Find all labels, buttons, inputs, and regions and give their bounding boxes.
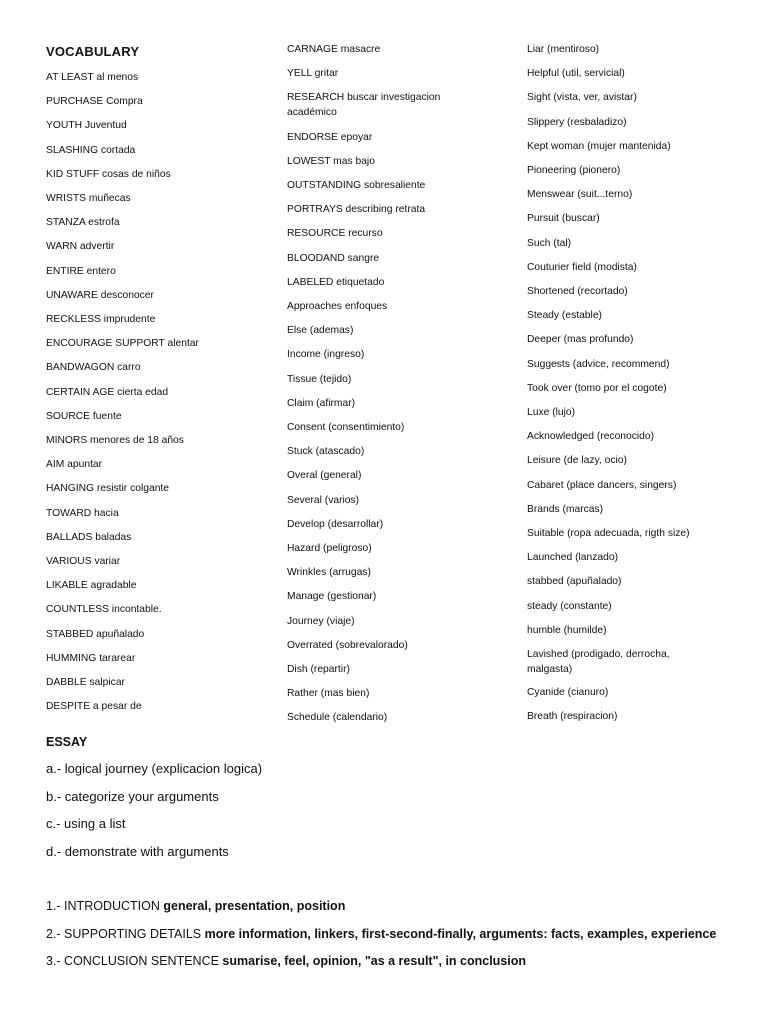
vocab-entry: Acknowledged (reconocido) <box>527 431 655 443</box>
vocab-entry: BANDWAGON carro <box>46 362 141 374</box>
vocab-entry: steady (constante) <box>527 600 612 612</box>
essay-item: b.- categorize your arguments <box>46 789 219 804</box>
vocab-entry: COUNTLESS incontable. <box>46 604 162 616</box>
vocab-entry: Claim (afirmar) <box>287 397 356 409</box>
vocab-entry: Dish (repartir) <box>287 664 350 675</box>
vocab-entry: ENDORSE epoyar <box>287 131 373 143</box>
vocab-entry: Leisure (de lazy, ocio) <box>527 455 627 467</box>
vocab-entry: MINORS menores de 18 años <box>46 435 184 446</box>
vocab-entry: RECKLESS imprudente <box>46 314 156 325</box>
structure-detail: sumarise, feel, opinion, "as a result", in conclusion <box>222 954 527 968</box>
vocab-entry: Couturier field (modista) <box>527 261 637 273</box>
vocab-entry: Else (ademas) <box>287 325 354 337</box>
vocab-entry: ENTIRE entero <box>46 265 116 277</box>
vocab-entry: LABELED etiquetado <box>287 276 385 288</box>
vocab-entry: Wrinkles (arrugas) <box>287 567 371 579</box>
structure-line <box>46 953 526 969</box>
vocab-entry: TOWARD hacia <box>46 507 119 519</box>
vocab-entry: WARN advertir <box>46 241 115 253</box>
essay-item: d.- demonstrate with arguments <box>46 844 229 859</box>
vocab-entry: DESPITE a pesar de <box>46 701 142 713</box>
vocab-entry: SOURCE fuente <box>46 410 122 422</box>
vocab-entry: Consent (consentimiento) <box>287 422 405 433</box>
vocab-entry: YELL gritar <box>287 68 339 80</box>
vocab-entry: Steady (estable) <box>527 310 602 322</box>
vocab-entry: Kept woman (mujer mantenida) <box>527 140 671 152</box>
vocab-entry: DABBLE salpicar <box>46 677 125 688</box>
vocab-entry: Rather (mas bien) <box>287 688 370 700</box>
vocab-entry: Took over (tomo por el cogote) <box>527 382 667 394</box>
structure-line <box>46 926 716 942</box>
vocab-entry: Journey (viaje) <box>287 615 355 627</box>
vocab-entry: LIKABLE agradable <box>46 580 137 592</box>
structure-label: 3.- CONCLUSION SENTENCE <box>46 954 223 968</box>
vocab-entry: Helpful (util, servicial) <box>527 68 625 80</box>
vocab-entry: Cyanide (cianuro) <box>527 687 609 699</box>
vocab-entry: Pioneering (pionero) <box>527 165 621 176</box>
vocab-entry: PURCHASE Compra <box>46 96 143 108</box>
vocab-entry: HANGING resistir colgante <box>46 483 170 495</box>
vocab-entry: Hazard (peligroso) <box>287 543 372 554</box>
vocab-entry: RESOURCE recurso <box>287 228 383 240</box>
vocab-entry: STANZA estrofa <box>46 217 120 229</box>
vocab-entry: Liar (mentiroso) <box>527 44 600 55</box>
essay-title: ESSAY <box>46 735 88 749</box>
vocab-entry: Tissue (tejido) <box>287 373 352 385</box>
vocab-entry: Lavished (prodigado, derrocha, malgasta) <box>527 649 670 675</box>
vocab-entry: UNAWARE desconocer <box>46 289 154 301</box>
vocab-entry: BALLADS baladas <box>46 531 132 543</box>
vocab-entry: Deeper (mas profundo) <box>527 334 634 346</box>
vocab-entry: BLOODAND sangre <box>287 252 380 264</box>
vocab-entry: RESEARCH buscar investigacion académico <box>287 92 441 118</box>
vocab-entry: Several (varios) <box>287 494 360 506</box>
vocab-entry: Pursuit (buscar) <box>527 213 600 225</box>
vocab-entry: HUMMING tararear <box>46 652 136 664</box>
vocab-entry: Overrated (sobrevalorado) <box>287 639 408 651</box>
vocab-entry: Cabaret (place dancers, singers) <box>527 479 677 491</box>
vocab-entry: SLASHING cortada <box>46 144 136 156</box>
vocab-entry: Suitable (ropa adecuada, rigth size) <box>527 528 690 539</box>
vocab-entry: Approaches enfoques <box>287 301 388 312</box>
vocab-entry: Suggests (advice, recommend) <box>527 358 670 370</box>
vocab-entry: Income (ingreso) <box>287 349 365 361</box>
vocab-entry: Sight (vista, ver, avistar) <box>527 92 637 104</box>
structure-label: 2.- SUPPORTING DETAILS <box>46 927 205 941</box>
vocab-entry: Develop (desarrollar) <box>287 518 384 530</box>
vocab-entry: CERTAIN AGE cierta edad <box>46 386 169 398</box>
vocab-entry: YOUTH Juventud <box>46 120 127 132</box>
vocab-entry: PORTRAYS describing retrata <box>287 204 426 216</box>
vocab-entry: LOWEST mas bajo <box>287 155 375 167</box>
essay-item: c.- using a list <box>46 816 126 831</box>
vocab-entry: Stuck (atascado) <box>287 446 365 458</box>
vocab-entry: Schedule (calendario) <box>287 712 388 724</box>
vocab-entry: VARIOUS variar <box>46 556 121 567</box>
structure-line <box>46 898 345 914</box>
structure-detail: more information, linkers, first-second-finally, arguments: facts, examples, experience <box>204 927 717 941</box>
vocabulary-title: VOCABULARY <box>46 44 140 59</box>
vocab-entry: AT LEAST al menos <box>46 72 139 83</box>
vocab-entry: Slippery (resbaladizo) <box>527 116 627 128</box>
vocab-entry: humble (humilde) <box>527 624 607 636</box>
vocab-entry: OUTSTANDING sobresaliente <box>287 180 426 191</box>
vocab-entry: Manage (gestionar) <box>287 591 377 603</box>
vocab-entry: Shortened (recortado) <box>527 286 628 297</box>
structure-detail: general, presentation, position <box>163 899 346 913</box>
vocab-entry: stabbed (apuñalado) <box>527 576 622 588</box>
essay-item: a.- logical journey (explicacion logica) <box>46 761 263 776</box>
vocab-entry: Breath (respiracion) <box>527 711 618 723</box>
vocab-entry: Brands (marcas) <box>527 503 604 515</box>
vocab-entry: STABBED apuñalado <box>46 628 145 640</box>
vocab-entry: Launched (lanzado) <box>527 552 619 564</box>
vocab-entry: Overal (general) <box>287 470 362 482</box>
vocab-entry: AIM apuntar <box>46 459 103 471</box>
structure-label: 1.- INTRODUCTION <box>46 899 164 913</box>
vocab-entry: CARNAGE masacre <box>287 44 381 55</box>
vocab-entry: Such (tal) <box>527 237 572 249</box>
vocab-entry: Menswear (suit...terno) <box>527 189 633 201</box>
vocab-entry: KID STUFF cosas de niños <box>46 168 171 180</box>
vocab-entry: Luxe (lujo) <box>527 407 576 418</box>
vocab-entry: WRISTS muñecas <box>46 193 131 204</box>
vocab-entry: ENCOURAGE SUPPORT alentar <box>46 338 199 350</box>
